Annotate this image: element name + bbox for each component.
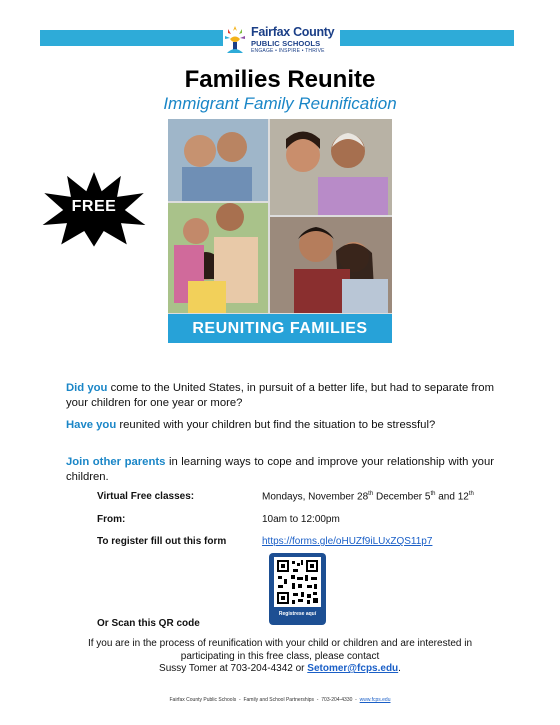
ordinal-suffix: th [430, 491, 436, 497]
page-title: Families Reunite [184, 66, 376, 93]
page-subtitle: Immigrant Family Reunification [163, 94, 397, 113]
footer-separator: - [314, 697, 322, 703]
contact-email-link[interactable]: Setomer@fcps.edu [307, 663, 399, 674]
logo-tagline: ENGAGE • INSPIRE • THRIVE [251, 47, 325, 54]
paragraph-join [66, 455, 494, 485]
ordinal-suffix: th [468, 491, 474, 497]
from-value: 10am to 12:00pm [262, 514, 340, 525]
register-link[interactable]: https://forms.gle/oHUZf9iLUxZQS11p7 [262, 536, 433, 547]
footer [0, 697, 560, 703]
footer-separator: - [352, 697, 360, 703]
footer-org: Fairfax County Public Schools [169, 697, 237, 703]
paragraph-text: reunited with your children but find the situation to be stressful? [116, 419, 436, 431]
contact-line-1: If you are in the process of reunification with your child or children and are interested in [87, 638, 473, 649]
classes-date-b: December 5 [373, 491, 431, 503]
logo-line-1: Fairfax County [251, 25, 335, 40]
classes-date-c: and 12 [435, 491, 469, 503]
header-bar-right [340, 30, 514, 46]
ordinal-suffix: th [368, 491, 374, 497]
contact-paragraph [60, 638, 500, 676]
register-label: To register fill out this form [97, 536, 227, 547]
qr-pattern [274, 557, 321, 607]
contact-line-2: participating in this free class, please contact [180, 650, 380, 662]
footer-separator: - [236, 697, 244, 703]
from-label: From: [97, 514, 126, 525]
logo-line-2: PUBLIC SCHOOLS [251, 38, 321, 48]
header-bar-left [40, 30, 223, 46]
torch-icon [222, 25, 248, 55]
fcps-logo [222, 24, 340, 56]
classes-label: Virtual Free classes: [97, 491, 195, 502]
contact-period: . [398, 663, 401, 674]
classes-value [262, 491, 474, 502]
families-photo-collage [168, 119, 392, 342]
paragraph-highlight: Have you [66, 419, 117, 431]
footer-url-link[interactable]: www.fcps.edu [359, 697, 391, 703]
paragraph-highlight: Did you [66, 382, 108, 394]
qr-code[interactable] [269, 553, 326, 625]
qr-label: Or Scan this QR code [97, 618, 200, 629]
classes-date-a: Mondays, November 28 [262, 491, 369, 503]
paragraph-did-you [66, 381, 494, 411]
paragraph-highlight: Join other parents [66, 456, 166, 468]
reuniting-families-banner: REUNITING FAMILIES [168, 314, 392, 343]
paragraph-have-you [66, 418, 494, 433]
paragraph-text: in learning ways to cope and improve your relationship with your children. [66, 456, 494, 483]
footer-phone: 703-204-4330 [321, 697, 353, 703]
paragraph-text: come to the United States, in pursuit of a better life, but had to separate from your children for one year or more? [66, 382, 494, 409]
qr-caption: Registrese aquí [278, 611, 317, 617]
contact-line-3 [60, 663, 500, 676]
footer-dept: Family and School Partnerships [243, 697, 315, 703]
contact-person: Sussy Tomer at 703-204-4342 or [159, 663, 308, 674]
free-badge: FREE [71, 198, 117, 215]
